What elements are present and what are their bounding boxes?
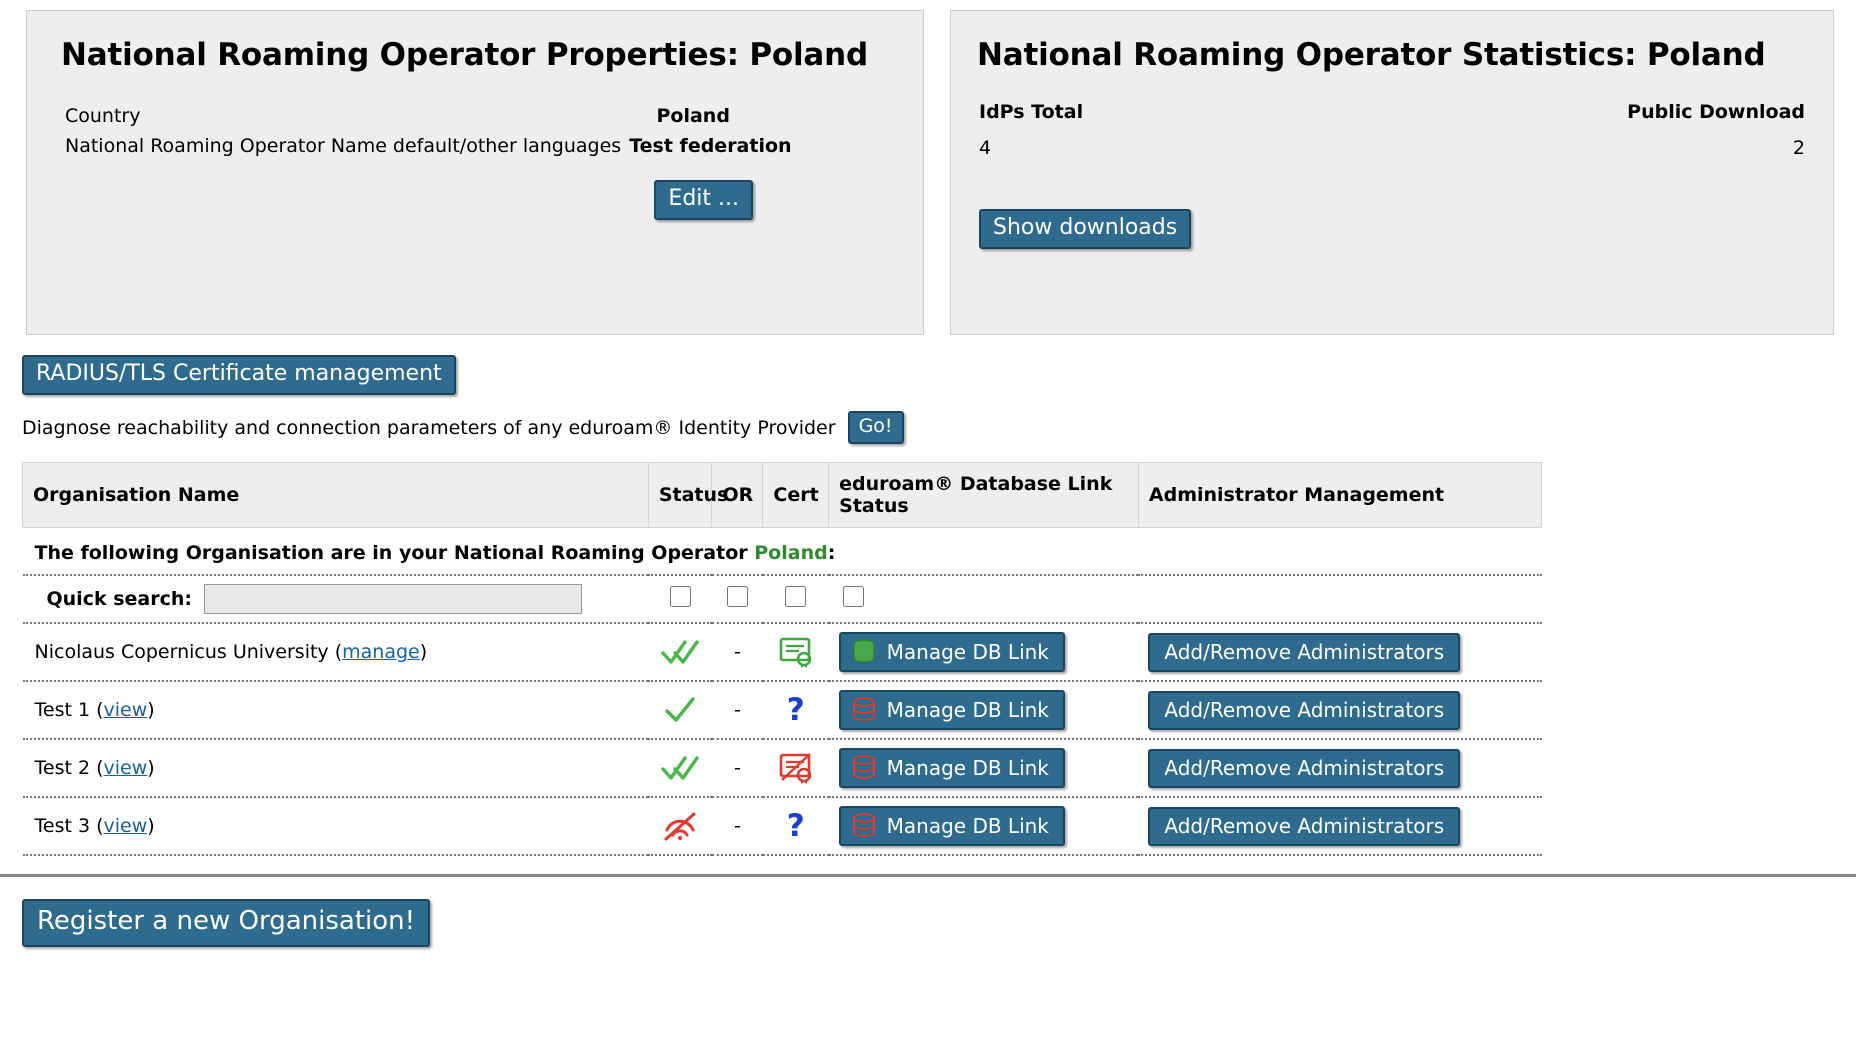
property-value: Poland <box>656 105 730 127</box>
property-value: Test federation <box>629 135 792 158</box>
manage-db-link-button[interactable] <box>839 690 1065 730</box>
org-name: Nicolaus Copernicus University <box>34 641 329 664</box>
manage-db-link-button[interactable] <box>839 748 1065 788</box>
properties-panel-title: National Roaming Operator Properties: Poland <box>61 37 868 73</box>
org-view-link[interactable]: view <box>103 699 148 722</box>
org-name-cell <box>23 681 649 739</box>
database-red-icon <box>851 697 877 723</box>
organisations-table <box>22 462 1542 856</box>
org-name-cell <box>23 797 649 855</box>
double-check-green-icon <box>661 753 699 783</box>
filter-or-cell <box>712 575 763 623</box>
cert-management-row <box>22 355 1856 395</box>
add-remove-administrators-button[interactable]: Add/Remove Administrators <box>1148 691 1460 730</box>
filter-cert-cell <box>763 575 829 623</box>
statistics-panel-title: National Roaming Operator Statistics: Poland <box>977 37 1766 73</box>
diagnose-text: Diagnose reachability and connection parameters of any eduroam® Identity Provider <box>22 416 836 439</box>
organisations-table-wrap <box>22 462 1542 856</box>
properties-panel <box>26 10 924 335</box>
property-label: National Roaming Operator Name default/other languages <box>65 135 622 158</box>
th-organisation-name: Organisation Name <box>23 463 649 528</box>
manage-db-link-label: Manage DB Link <box>886 640 1049 665</box>
org-admin-cell <box>1138 623 1541 681</box>
org-status-cell <box>648 797 712 855</box>
database-red-icon <box>851 755 877 781</box>
register-row <box>22 899 1856 947</box>
database-green-icon <box>851 639 877 665</box>
manage-db-link-label: Manage DB Link <box>886 756 1049 781</box>
filter-admin-cell <box>1138 575 1541 623</box>
manage-db-link-button[interactable] <box>839 806 1065 846</box>
stat-public-download-label: Public Download <box>1627 101 1805 123</box>
org-db-cell <box>829 623 1139 681</box>
question-mark-blue-icon: ? <box>786 807 805 844</box>
quick-search-cell <box>23 575 649 623</box>
org-or-cell: - <box>712 623 763 681</box>
org-name-cell <box>23 623 649 681</box>
org-cert-cell <box>763 739 829 797</box>
org-or-cell: - <box>712 739 763 797</box>
org-cert-cell <box>763 797 829 855</box>
certificate-green-icon <box>779 636 813 668</box>
no-signal-red-icon <box>662 811 698 841</box>
add-remove-administrators-button[interactable]: Add/Remove Administrators <box>1148 633 1460 672</box>
org-name: Test 2 <box>34 757 91 780</box>
notice-prefix: The following Organisation are in your National Roaming Operator <box>34 542 755 565</box>
add-remove-administrators-button[interactable]: Add/Remove Administrators <box>1148 749 1460 788</box>
top-panels <box>0 0 1856 335</box>
section-divider <box>0 874 1856 877</box>
filter-db-cell <box>829 575 1139 623</box>
org-status-cell <box>648 739 712 797</box>
manage-db-link-button[interactable] <box>839 632 1065 672</box>
org-db-cell <box>829 739 1139 797</box>
show-downloads-row <box>973 209 1811 249</box>
add-remove-administrators-button[interactable]: Add/Remove Administrators <box>1148 807 1460 846</box>
org-admin-cell <box>1138 739 1541 797</box>
register-new-organisation-button[interactable]: Register a new Organisation! <box>22 899 430 947</box>
table-header-row <box>23 463 1542 528</box>
th-administrator-management: Administrator Management <box>1138 463 1541 528</box>
org-db-cell <box>829 681 1139 739</box>
th-cert: Cert <box>763 463 829 528</box>
double-check-green-icon <box>661 637 699 667</box>
property-row-nro-name <box>49 131 901 161</box>
org-cert-cell <box>763 623 829 681</box>
edit-button-row <box>49 180 901 220</box>
org-db-cell <box>829 797 1139 855</box>
org-name-cell <box>23 739 649 797</box>
org-cert-cell <box>763 681 829 739</box>
single-check-green-icon <box>663 695 697 725</box>
org-admin-cell <box>1138 681 1541 739</box>
show-downloads-button[interactable]: Show downloads <box>979 209 1191 249</box>
table-row <box>23 623 1542 681</box>
org-name-paren: (view) <box>96 757 155 780</box>
stat-idps-total-label: IdPs Total <box>979 101 1084 123</box>
manage-db-link-label: Manage DB Link <box>886 814 1049 839</box>
filter-cert-checkbox[interactable] <box>785 586 806 607</box>
org-name: Test 1 <box>34 699 91 722</box>
filter-status-cell <box>648 575 712 623</box>
manage-db-link-label: Manage DB Link <box>886 698 1049 723</box>
org-view-link[interactable]: view <box>103 815 148 838</box>
org-name: Test 3 <box>34 815 91 838</box>
table-row <box>23 739 1542 797</box>
quick-search-row <box>23 575 1542 623</box>
radius-tls-certificate-management-button[interactable]: RADIUS/TLS Certificate management <box>22 355 456 395</box>
org-status-cell <box>648 681 712 739</box>
org-admin-cell <box>1138 797 1541 855</box>
table-row <box>23 681 1542 739</box>
th-db-link-status: eduroam® Database Link Status <box>829 463 1139 528</box>
org-name-paren: (view) <box>96 815 155 838</box>
org-manage-link[interactable]: manage <box>342 641 420 664</box>
th-status: Status <box>648 463 712 528</box>
org-name-paren: (view) <box>96 699 155 722</box>
edit-button[interactable]: Edit ... <box>654 180 753 220</box>
org-name-paren: (manage) <box>334 641 428 664</box>
stat-public-download-value: 2 <box>1792 137 1805 159</box>
certificate-red-icon <box>779 752 813 784</box>
notice-text <box>23 528 1542 576</box>
org-view-link[interactable]: view <box>103 757 148 780</box>
stat-public-download <box>1627 101 1805 159</box>
filter-or-checkbox[interactable] <box>727 586 748 607</box>
notice-suffix: : <box>827 542 836 565</box>
quick-search-label: Quick search: <box>46 588 192 611</box>
diagnose-go-button[interactable]: Go! <box>848 411 904 444</box>
diagnose-row <box>22 411 1856 444</box>
notice-highlight: Poland <box>754 542 828 565</box>
stat-idps-total-value: 4 <box>979 137 992 159</box>
th-or: OR <box>712 463 763 528</box>
notice-row <box>23 528 1542 576</box>
statistics-grid <box>973 101 1811 159</box>
table-row <box>23 797 1542 855</box>
property-label: Country <box>65 105 141 127</box>
search-input[interactable] <box>204 584 582 614</box>
property-row-country <box>49 101 901 131</box>
org-or-cell: - <box>712 681 763 739</box>
stat-idps-total <box>979 101 1083 159</box>
org-status-cell <box>648 623 712 681</box>
statistics-panel <box>950 10 1834 335</box>
database-red-icon <box>851 813 877 839</box>
org-or-cell: - <box>712 797 763 855</box>
filter-db-checkbox[interactable] <box>843 586 864 607</box>
question-mark-blue-icon: ? <box>786 691 805 728</box>
filter-status-checkbox[interactable] <box>670 586 691 607</box>
